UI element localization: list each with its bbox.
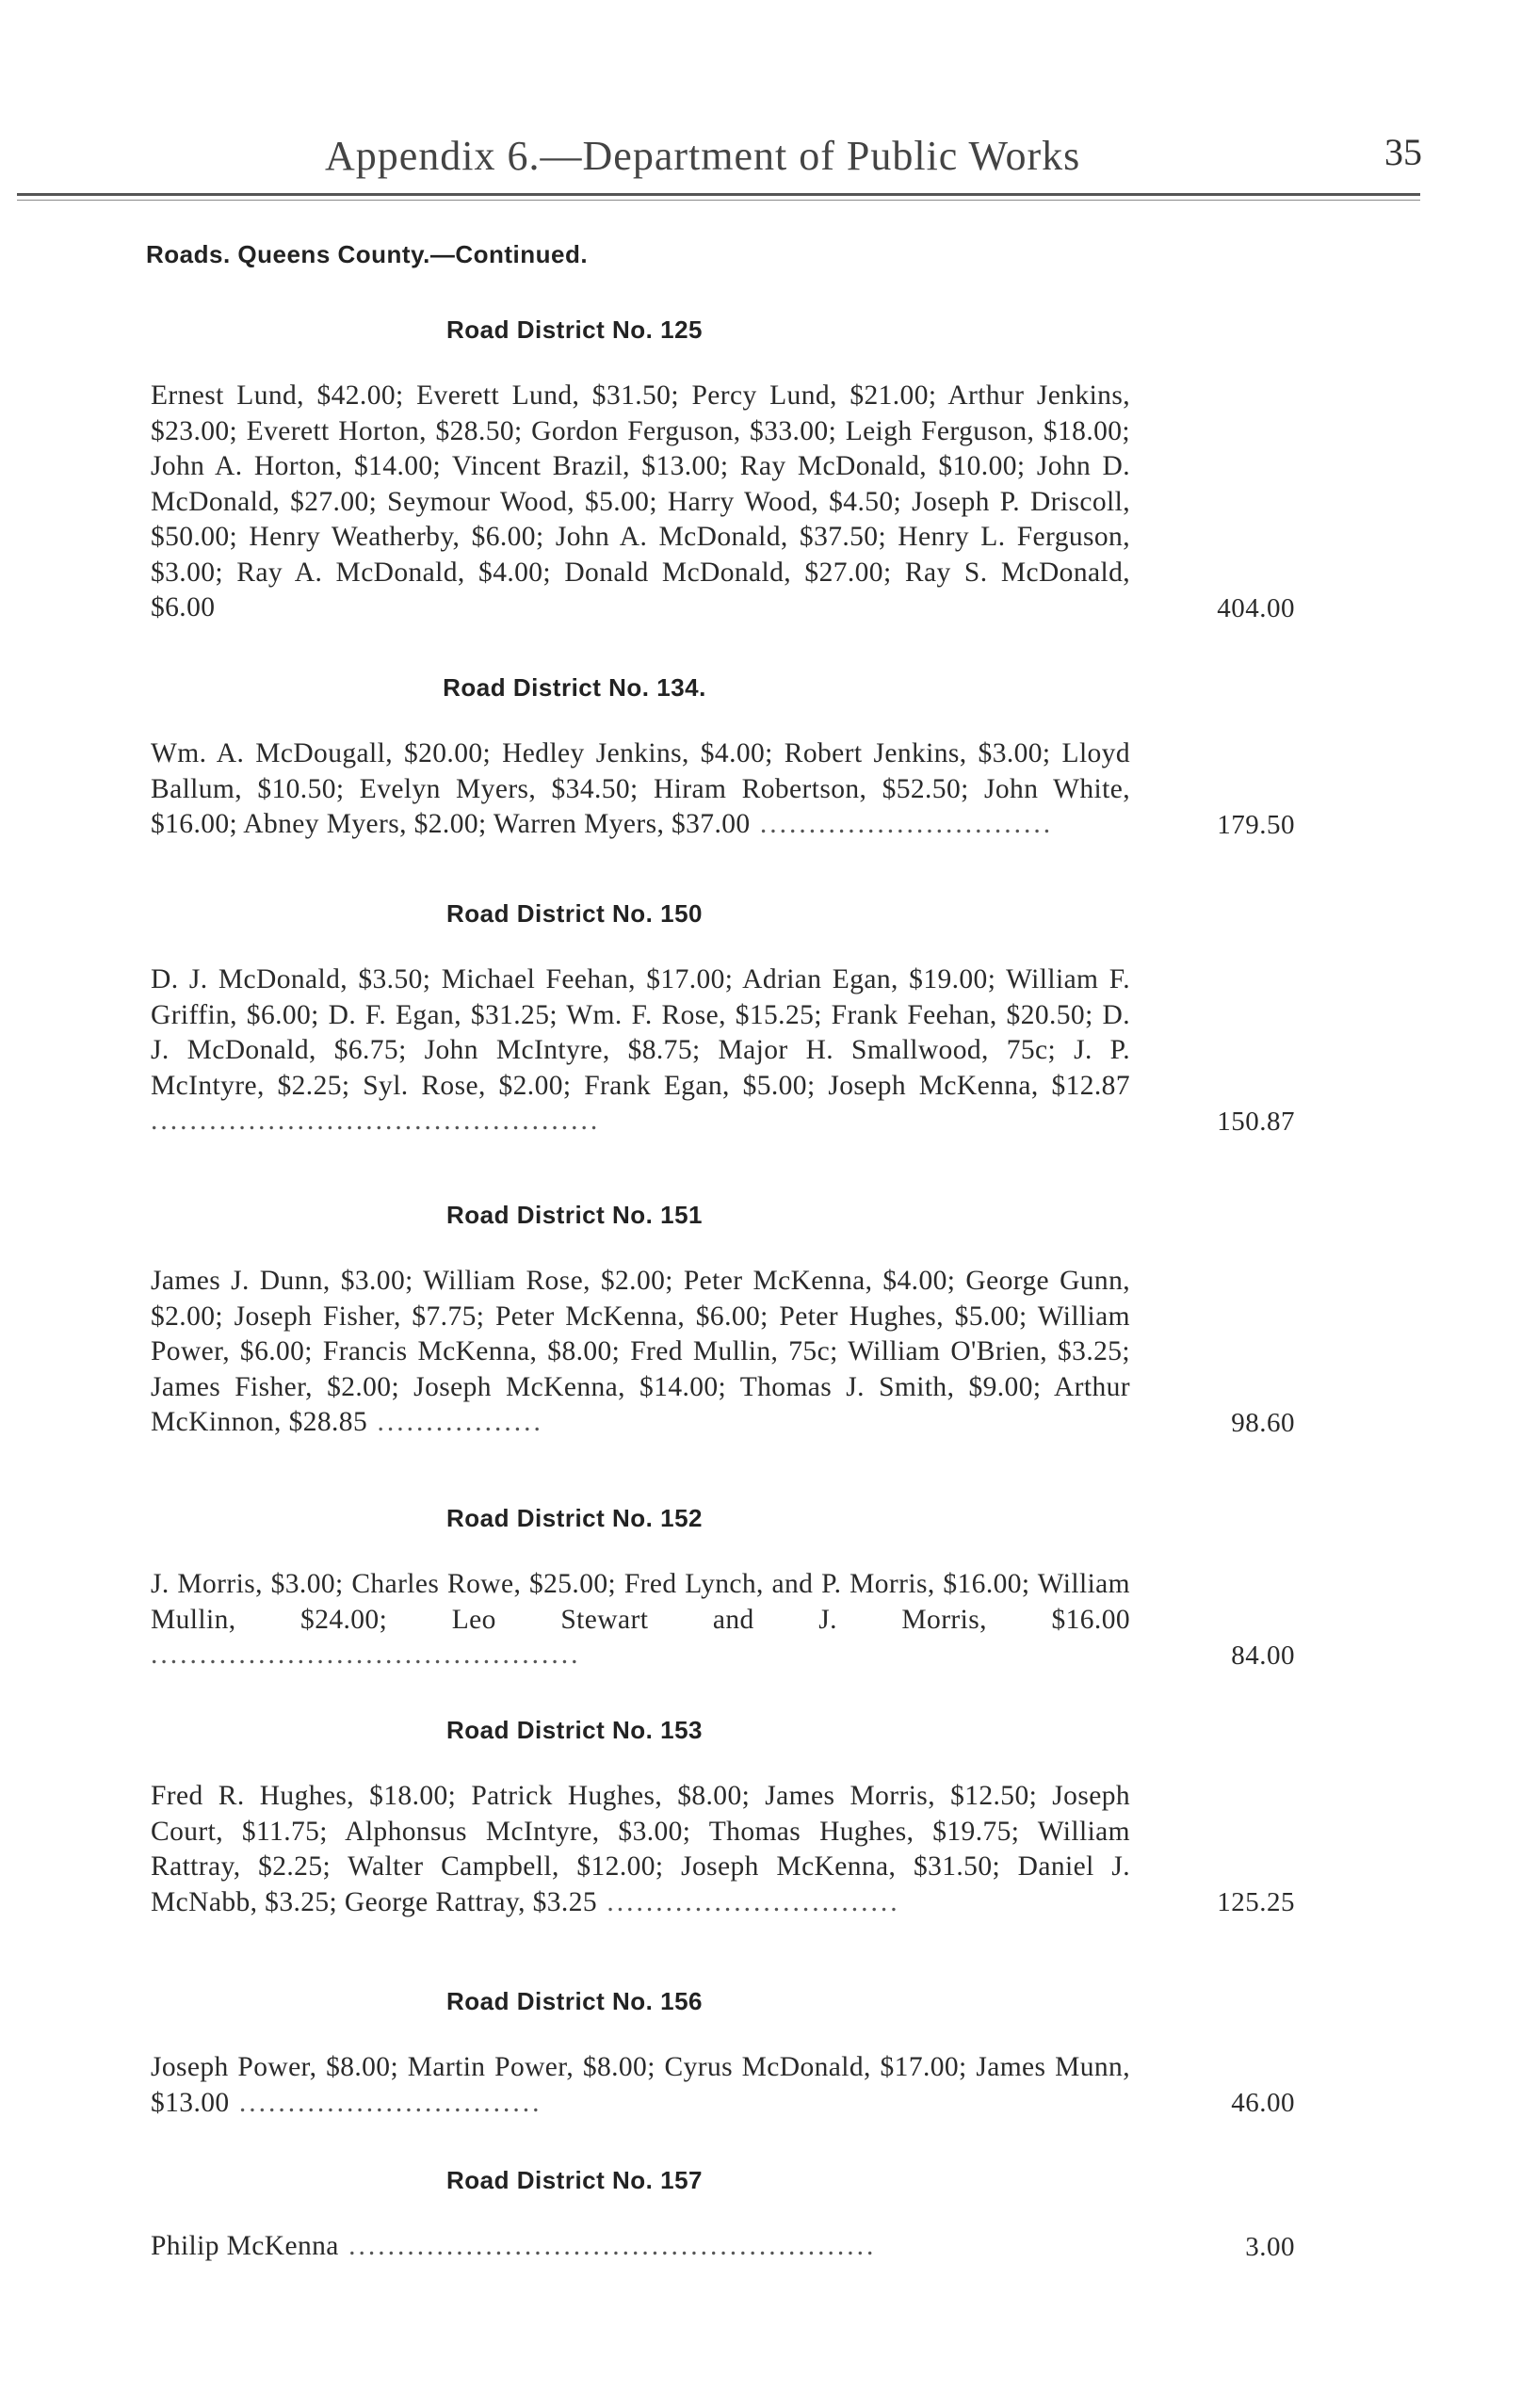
district-title: Road District No. 157	[445, 2166, 703, 2194]
road-district-150	[151, 899, 1295, 1139]
district-total: 3.00	[1245, 2231, 1295, 2262]
district-total: 150.87	[1217, 1106, 1295, 1137]
dot-leader: ..............................................	[151, 1106, 601, 1136]
district-body	[151, 962, 1295, 1139]
entries-text: Wm. A. McDougall, $20.00; Hedley Jenkins, $4.00; Robert Jenkins, $3.00; Lloyd Ballum, $10.50; Evelyn Myers, $34.50; Hiram Robertson, $52.50; John White, $16.00; Abney Myers, $2.00; Warren Myers, $37.00	[151, 738, 1130, 839]
road-district-152	[151, 1504, 1295, 1673]
district-body	[151, 2229, 1295, 2265]
dot-leader: ......................................................	[338, 2231, 877, 2261]
dot-leader: ..............................	[597, 1886, 900, 1917]
district-total: 404.00	[1217, 592, 1295, 623]
district-body	[151, 2050, 1295, 2121]
entries-text: D. J. McDonald, $3.50; Michael Feehan, $17.00; Adrian Egan, $19.00; William F. Griffin, $6.00; D. F. Egan, $31.25; Wm. F. Rose, $15.25; Frank Feehan, $20.50; D. J. McDonald, $6.75; John McIntyre, $8.75; Major H. Smallwood, 75c; J. P. McIntyre, $2.25; Syl. Rose, $2.00; Frank Egan, $5.00; Joseph McKenna, $12.87	[151, 964, 1130, 1101]
section-heading: Roads. Queens County.—Continued.	[146, 240, 589, 268]
page-number: 35	[1384, 131, 1422, 173]
running-header-title: Appendix 6.—Department of Public Works	[325, 133, 1081, 179]
district-title: Road District No. 151	[445, 1201, 703, 1229]
district-entries	[151, 1264, 1130, 1441]
district-entries	[151, 962, 1130, 1139]
page-header	[0, 132, 1521, 188]
district-entries	[151, 1567, 1130, 1673]
district-title: Road District No. 134.	[443, 673, 706, 702]
district-total: 125.25	[1217, 1887, 1295, 1917]
district-entries	[151, 736, 1130, 843]
district-total: 98.60	[1231, 1407, 1295, 1438]
entries-text: Joseph Power, $8.00; Martin Power, $8.00; Cyrus McDonald, $17.00; James Munn, $13.00	[151, 2052, 1130, 2118]
dot-leader: ...............................	[229, 2087, 542, 2118]
dot-leader: ............................................	[151, 1640, 581, 1670]
entries-text: Ernest Lund, $42.00; Everett Lund, $31.50; Percy Lund, $21.00; Arthur Jenkins, $23.00; Everett Horton, $28.50; Gordon Ferguson, $33.00; Leigh Ferguson, $18.00; John A. Horton, $14.00; Vincent Brazil, $13.00; Ray McDonald, $10.00; John D. McDonald, $27.00; Seymour Wood, $5.00; Harry Wood, $4.50; Joseph P. Driscoll, $50.00; Henry Weatherby, $6.00; John A. McDonald, $37.50; Henry L. Ferguson, $3.00; Ray A. McDonald, $4.00; Donald McDonald, $27.00; Ray S. McDonald, $6.00	[151, 380, 1130, 622]
district-title: Road District No. 156	[445, 1987, 703, 2015]
road-district-125	[151, 315, 1295, 626]
entries-text: Fred R. Hughes, $18.00; Patrick Hughes, $8.00; James Morris, $12.50; Joseph Court, $11.75; Alphonsus McIntyre, $3.00; Thomas Hughes, $19.75; William Rattray, $2.25; Walter Campbell, $12.00; Joseph McKenna, $31.50; Daniel J. McNabb, $3.25; George Rattray, $3.25	[151, 1781, 1130, 1917]
district-body	[151, 379, 1295, 626]
district-entries	[151, 2229, 1130, 2265]
district-title: Road District No. 125	[445, 315, 703, 344]
district-entries	[151, 379, 1130, 626]
district-total: 46.00	[1231, 2088, 1295, 2118]
entries-text: J. Morris, $3.00; Charles Rowe, $25.00; Fred Lynch, and P. Morris, $16.00; William Mullin, $24.00; Leo Stewart and J. Morris, $16.00	[151, 1569, 1130, 1635]
district-body	[151, 1567, 1295, 1673]
district-entries	[151, 2050, 1130, 2121]
district-total: 179.50	[1217, 809, 1295, 840]
road-district-134	[151, 673, 1295, 843]
road-district-157	[151, 2166, 1295, 2265]
dot-leader: ..............................	[750, 809, 1054, 839]
road-district-151	[151, 1201, 1295, 1441]
district-title: Road District No. 150	[445, 899, 703, 928]
district-total: 84.00	[1231, 1640, 1295, 1671]
entries-text: Philip McKenna	[151, 2231, 339, 2261]
road-district-153	[151, 1716, 1295, 1920]
header-rule	[17, 193, 1420, 201]
road-district-156	[151, 1987, 1295, 2121]
district-entries	[151, 1779, 1130, 1920]
district-body	[151, 1264, 1295, 1441]
entries-text: James J. Dunn, $3.00; William Rose, $2.00; Peter McKenna, $4.00; George Gunn, $2.00; Joseph Fisher, $7.75; Peter McKenna, $6.00; Peter Hughes, $5.00; William Power, $6.00; Francis McKenna, $8.00; Fred Mullin, 75c; William O'Brien, $3.25; James Fisher, $2.00; Joseph McKenna, $14.00; Thomas J. Smith, $9.00; Arthur McKinnon, $28.85	[151, 1266, 1130, 1437]
district-body	[151, 1779, 1295, 1920]
district-title: Road District No. 153	[445, 1716, 703, 1744]
dot-leader: .................	[367, 1407, 543, 1437]
district-title: Road District No. 152	[445, 1504, 703, 1532]
district-body	[151, 736, 1295, 843]
